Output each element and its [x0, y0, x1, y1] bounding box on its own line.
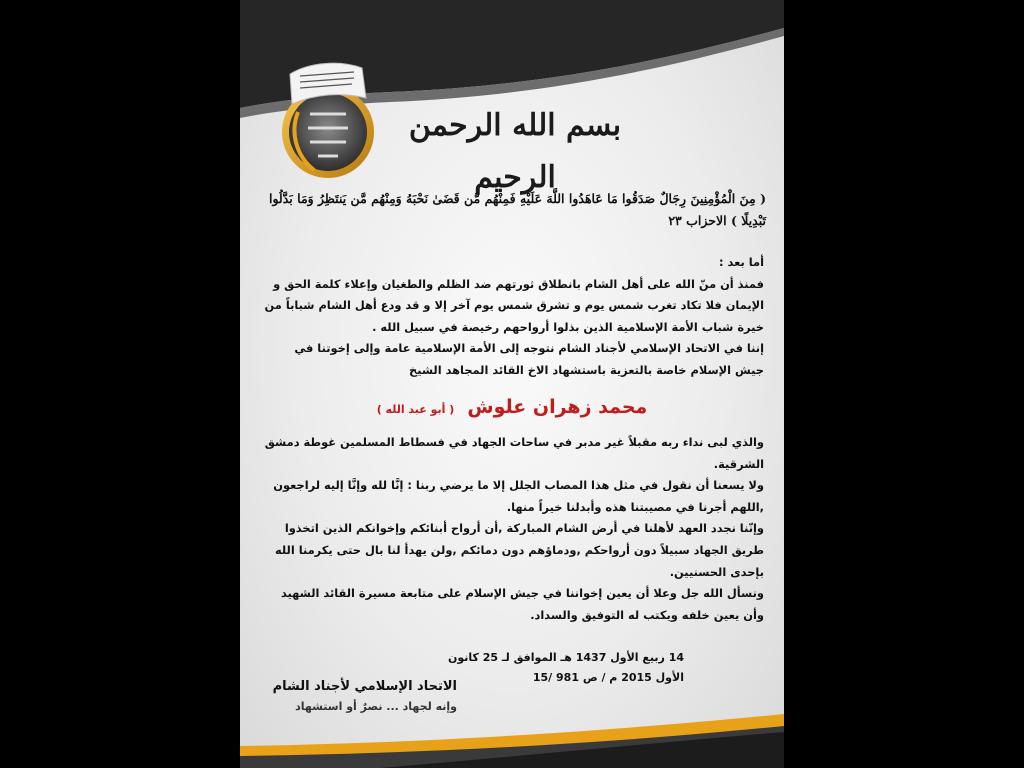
body-paragraph: وإنّنا نجدد العهد لأهلنا في أرض الشام المباركة ,أن أرواح أبنائكم وإخوانكم الذين اتخذوا طريق الجهاد سبيلاً دون أرواحكم ,ودماؤهم دون دمائكم ,ولن يهدأ لنا بال حتى يكرمنا الله بإحدى الحسنيين.	[274, 521, 764, 579]
honoree-kunya: ( أبو عبد الله )	[376, 403, 455, 416]
condolence-paragraph: إننا في الاتحاد الإسلامي لأجناد الشام نتوجه إلى الأمة الإسلامية عامة وإلى إخوتنا في جيش الإسلام خاصة بالتعزية باستشهاد الاخ القائد المجاهد الشيخ	[294, 341, 764, 377]
statement-document	[240, 0, 784, 768]
bottom-decorative-swoosh	[240, 708, 784, 768]
honoree-name-line	[262, 396, 762, 426]
intro-paragraph: فمنذ أن منّ الله على أهل الشام بانطلاق ثورتهم ضد الظلم والطغيان وإعلاء كلمة الحق و الإيمان فلا تكاد تغرب شمس يوم و تشرق شمس يوم آخر إلا و قد ودع أهل الشام شباباً من خيرة شباب الأمة الإسلامية الذين بذلوا أرواحهم رخيصة في سبيل الله .	[264, 276, 764, 334]
body-section	[262, 432, 764, 626]
honoree-name: محمد زهران علوش	[467, 396, 648, 418]
verse-text: ( مِنَ الْمُؤْمِنِينَ رِجَالٌ صَدَقُوا مَا عَاهَدُوا اللَّهَ عَلَيْهِ فَمِنْهُم مَّن قَضَىٰ نَحْبَهُ وَمِنْهُم مَّن يَنتَظِرُ وَمَا بَدَّلُوا تَبْدِيلًا )	[269, 191, 766, 228]
body-paragraph: ونسأل الله جل وعلا أن يعين إخواننا في جيش الإسلام على متابعة مسيرة القائد الشهيد وأن يعين خلفه ويكتب له التوفيق والسداد.	[280, 586, 764, 622]
quran-verse	[268, 188, 766, 232]
signature-motto: وإنه لجهاد ... نصرٌ أو استشهاد	[295, 700, 457, 713]
intro-section	[264, 252, 764, 381]
greeting: أما بعد :	[718, 255, 764, 269]
organization-logo	[270, 52, 382, 182]
body-paragraph: والذي لبى نداء ربه مقبلاً غير مدبر في ساحات الجهاد في فسطاط المسلمين غوطة دمشق الشرقية.	[264, 435, 764, 471]
signature-organization: الاتحاد الإسلامي لأجناد الشام	[272, 679, 457, 694]
verse-reference: الاحزاب ٢٣	[668, 213, 727, 228]
bismillah-calligraphy: بسم الله الرحمن الرحيم	[408, 108, 622, 195]
date-and-reference: 14 ربيع الأول 1437 هـ الموافق لـ 25 كانون الأول 2015 م / ص 981 /15	[448, 651, 684, 684]
body-paragraph: ولا يسعنا أن نقول في مثل هذا المصاب الجلل إلا ما يرضي ربنا : إنَّا لله وإنَّا إليه لراجعون ,اللهم أجرنا في مصيبتنا هذه وأبدلنا خيراً منها.	[273, 478, 764, 514]
